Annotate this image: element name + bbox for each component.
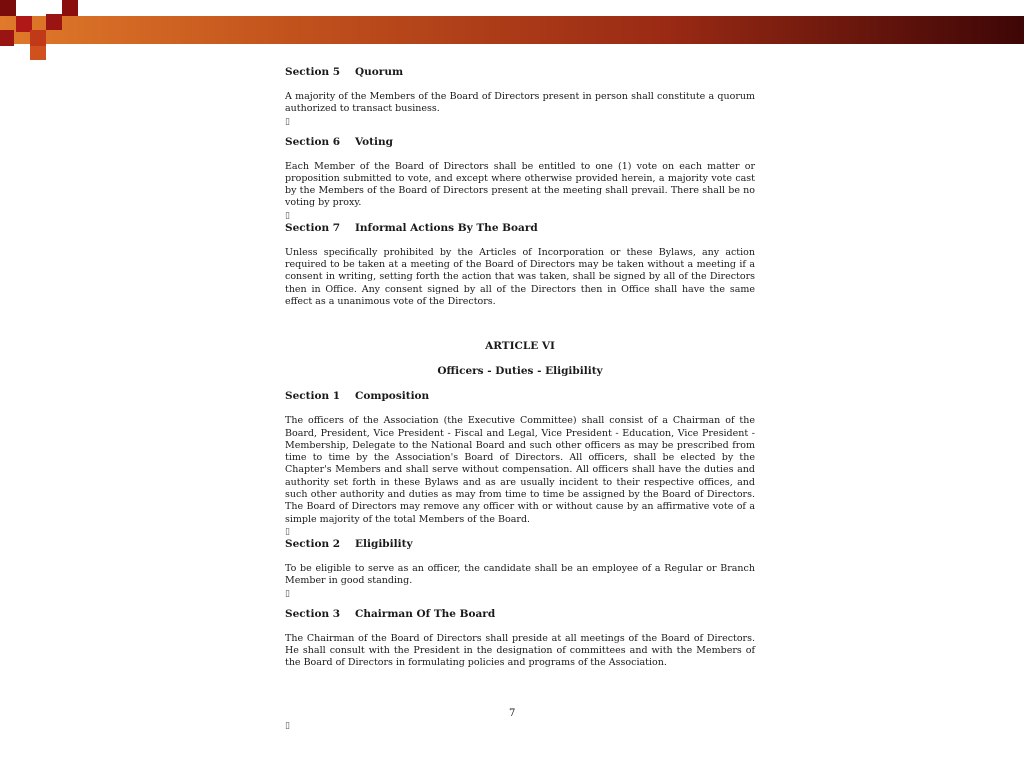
corner-decoration (0, 0, 90, 62)
section-5-body: A majority of the Members of the Board of Directors present in person shall constitute a quorum authorized to transact business. (285, 91, 755, 115)
section-7-body: Unless specifically prohibited by the Articles of Incorporation or these Bylaws, any action required to be taken at a meeting of the Board of Directors may be taken without a meeting if a consent in writing, setting forth the action that was taken, shall be signed by all of the Directors then in Office. Any consent signed by all of the Directors then in Office shall have the same effect as a unanimous vote of the Directors. (285, 246, 755, 307)
header-bar (0, 16, 1024, 44)
article-section-1-heading: Section 1 Composition (285, 390, 430, 403)
section-6-heading: Section 6 Voting (285, 135, 394, 148)
paragraph-marker: ▯ (285, 210, 290, 221)
paragraph-marker: ▯ (285, 588, 290, 599)
article-section-1-body: The officers of the Association (the Executive Committee) shall consist of a Chairman of the Board, President, Vice President - Fiscal and Legal, Vice President - Education, Vice President - Membership, Delegate to the National Board and such other officers as may be prescribed from time to time by the Association's Board of Directors. All officers, shall be elected by the Chapter's Members and shall serve without compensation. All officers shall have the duties and authority set forth in these Bylaws and as are usually incident to their respective offices, and such other authority and duties as may from time to time be assigned by the Board of Directors. The Board of Directors may remove any officer with or without cause by an affirmative vote of a simple majority of the total Members of the Board. (285, 415, 755, 525)
article-section-3-body: The Chairman of the Board of Directors shall preside at all meetings of the Board of Directors. He shall consult with the President in the designation of committees and with the Members of the Board of Directors in formulating policies and programs of the Association. (285, 632, 755, 669)
article-section-3-heading: Section 3 Chairman Of The Board (285, 607, 496, 620)
paragraph-marker: ▯ (285, 116, 290, 127)
article-heading: ARTICLE VI (485, 340, 555, 353)
page-number: 7 (509, 708, 516, 719)
paragraph-marker: ▯ (285, 721, 290, 731)
article-section-2-body: To be eligible to serve as an officer, the candidate shall be an employee of a Regular or Branch Member in good standing. (285, 562, 755, 587)
section-7-heading: Section 7 Informal Actions By The Board (285, 221, 538, 234)
document-page (285, 66, 755, 669)
section-5-heading: Section 5 Quorum (285, 66, 404, 78)
paragraph-marker: ▯ (285, 526, 290, 537)
section-6-body: Each Member of the Board of Directors shall be entitled to one (1) vote on each matter or proposition submitted to vote, and except where otherwise provided herein, a majority vote cast by the Members of the Board of Directors present at the meeting shall prevail. There shall be no voting by proxy. (285, 160, 755, 209)
article-subheading: Officers - Duties - Eligibility (437, 365, 603, 378)
article-section-2-heading: Section 2 Eligibility (285, 537, 413, 550)
